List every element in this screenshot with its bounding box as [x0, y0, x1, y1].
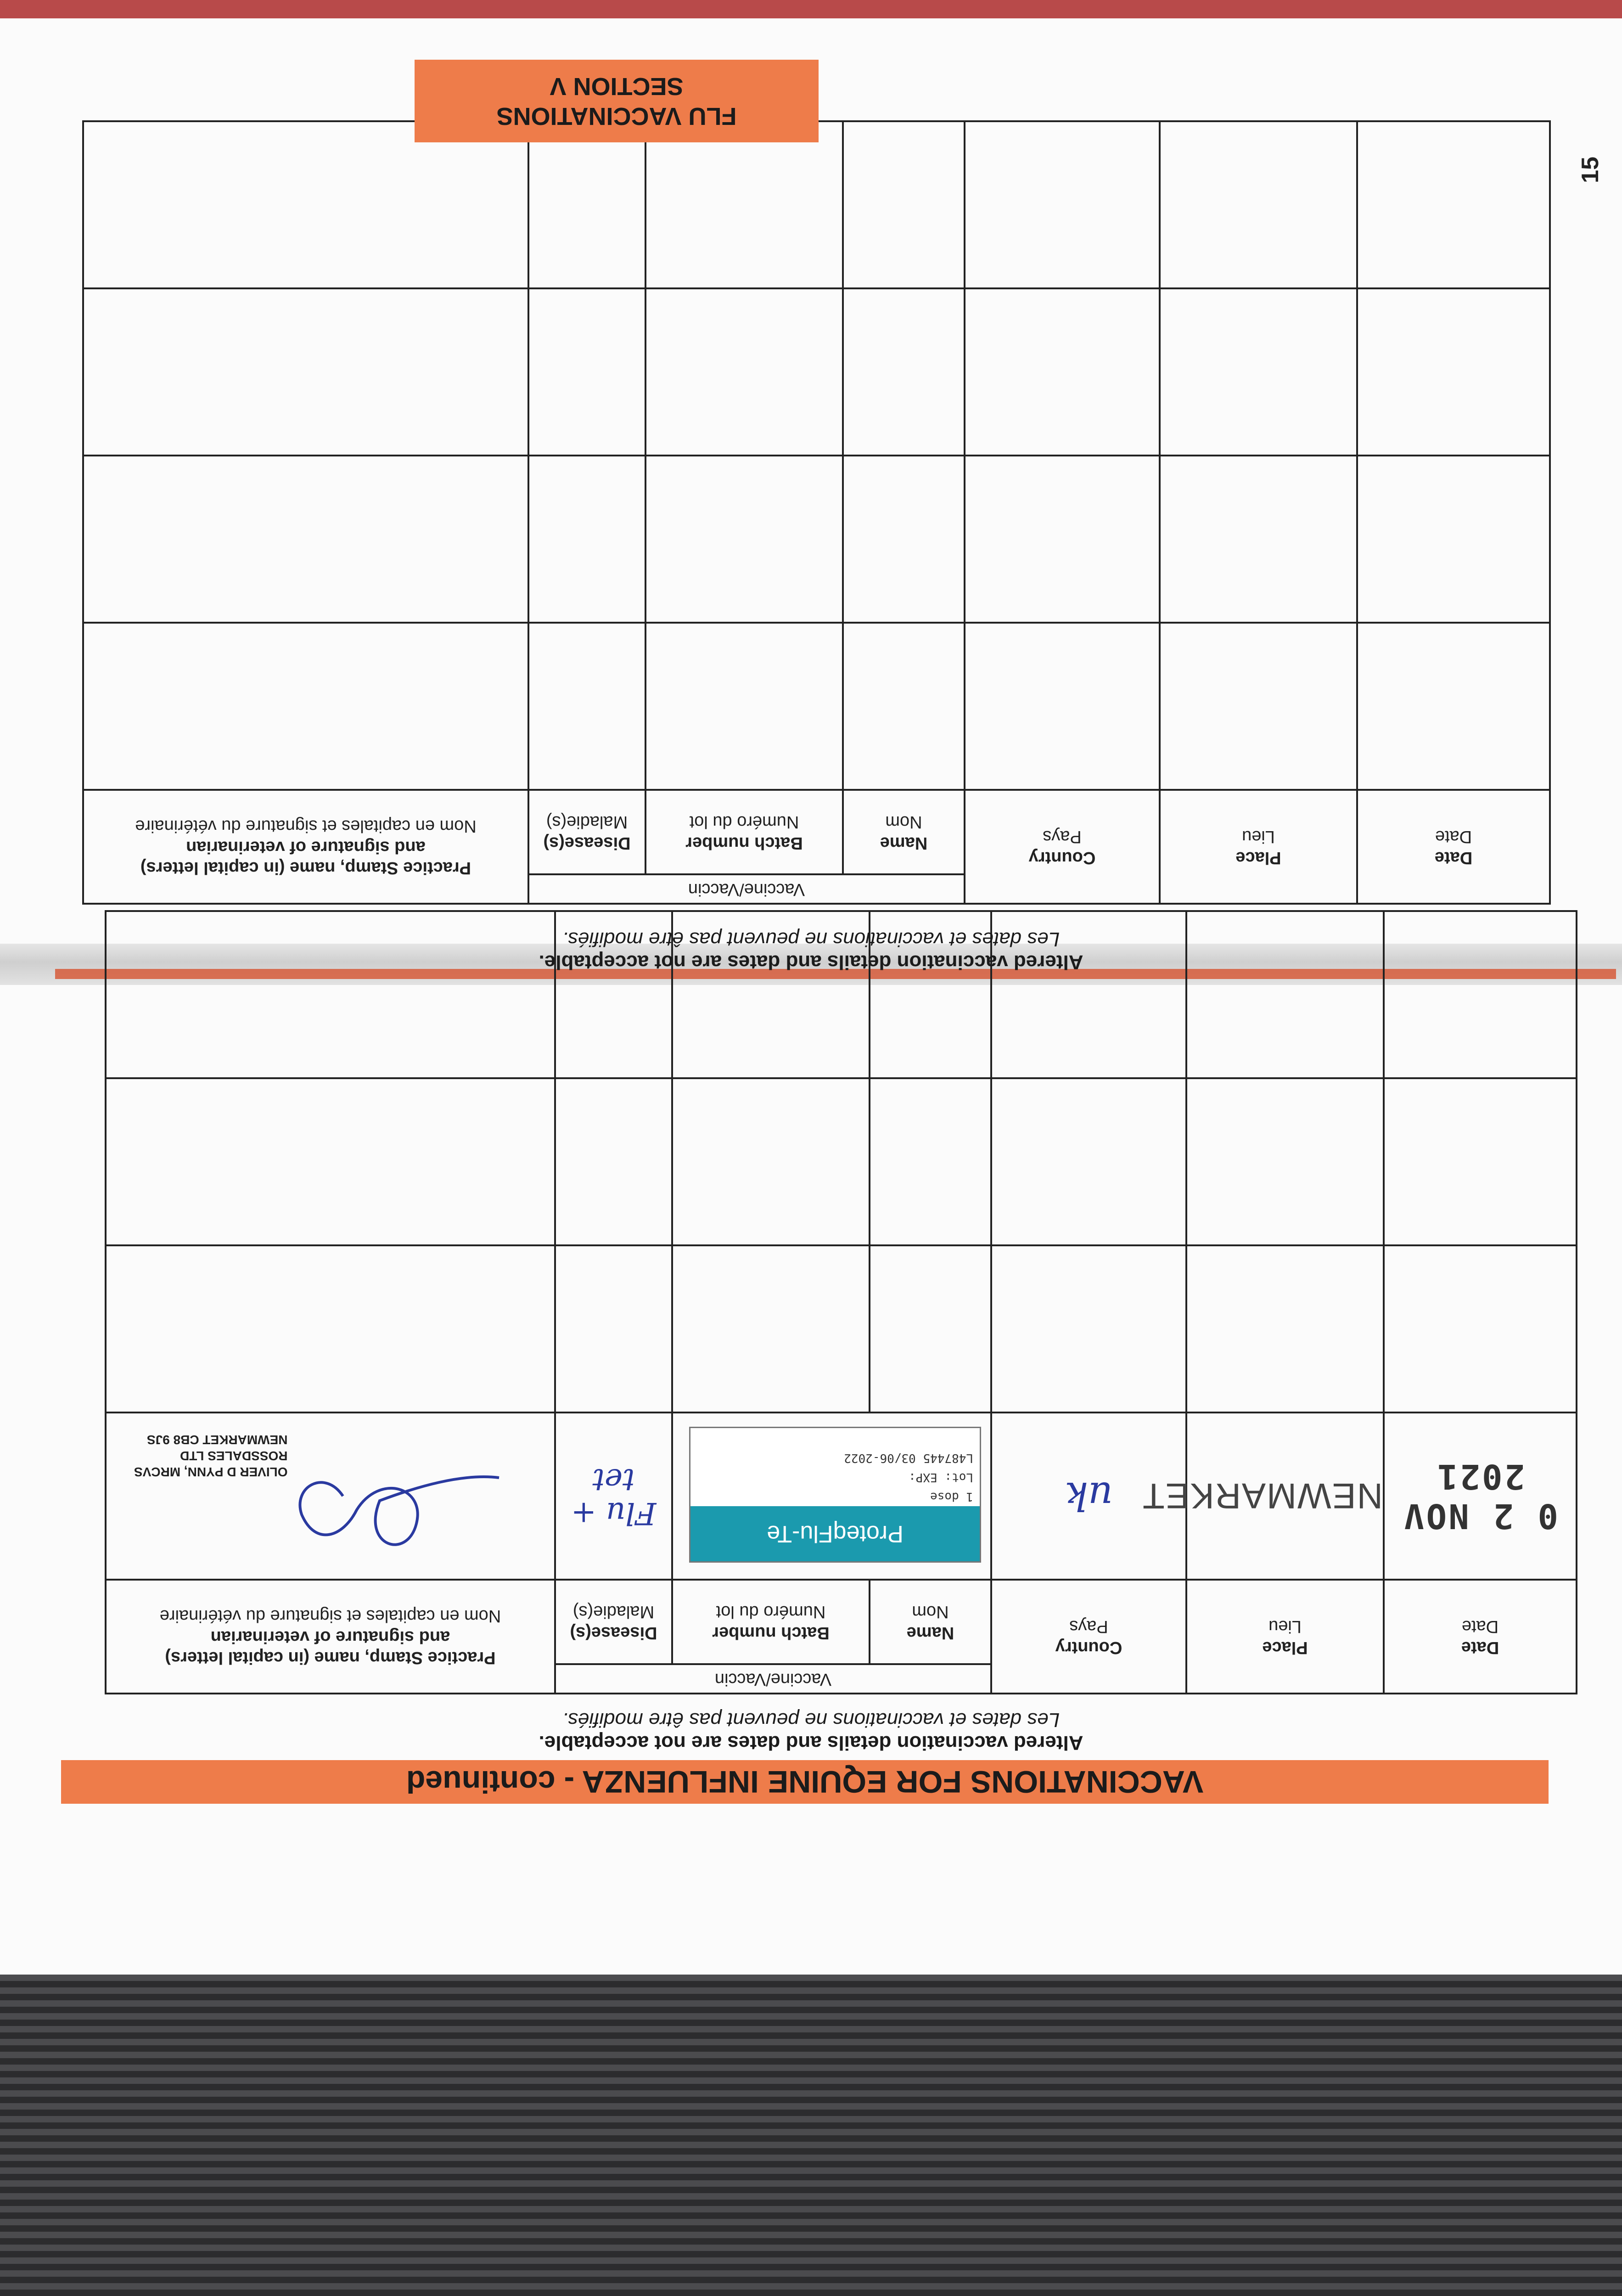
entry-disease: Flu + tet — [555, 1412, 672, 1580]
entry-country: uk — [991, 1412, 1186, 1580]
veterinarian-signature — [260, 1455, 517, 1565]
header-vaccine: Vaccine/Vaccin — [555, 1664, 991, 1694]
upper-page-note: Altered vaccination details and dates are not acceptable. Les dates et vaccinations ne peuvent pas être modifiés. — [539, 928, 1083, 974]
table-row — [83, 288, 1550, 456]
header-disease: Disease(s) Maladie(s) — [528, 790, 645, 874]
header-country: Country Pays — [991, 1580, 1186, 1694]
entry-vaccine-label — [672, 1412, 991, 1580]
entry-place: NEWMARKET — [1186, 1412, 1384, 1580]
entry-date: 0 2 NOV 2021 — [1384, 1412, 1577, 1580]
header-date: Date Date — [1357, 790, 1550, 904]
page-number: 15 — [1577, 157, 1604, 183]
upper-page-banner: FLU VACCINATIONS SECTION V — [415, 60, 819, 142]
entry-practice — [106, 1412, 555, 1580]
header-batch: Batch number Numéro du lot — [645, 790, 843, 874]
header-practice: Practice Stamp, name (in capital letters) and signature of veterinarian Nom en capitales et signature du vétérinaire — [106, 1580, 555, 1694]
vaccine-brand: ProteqFlu-Te — [690, 1506, 980, 1561]
table-row — [106, 1078, 1577, 1245]
header-batch: Batch number Numéro du lot — [672, 1580, 870, 1664]
practice-stamp: OLIVER D PYNN, MRCVS ROSSDALES LTD NEWMARKET CB8 9JS — [134, 1433, 288, 1479]
table-row — [83, 121, 1550, 288]
header-name: Name Nom — [870, 1580, 991, 1664]
header-disease: Disease(s) Maladie(s) — [555, 1580, 672, 1664]
table-row — [83, 623, 1550, 790]
vaccine-sticker: ProteqFlu-Te 1 dose Lot: EXP: L487445 03/06-2022 — [689, 1427, 981, 1563]
table-row — [106, 1412, 1577, 1580]
lower-page-banner: VACCINATIONS FOR EQUINE INFLUENZA - continued — [61, 1760, 1549, 1804]
header-practice: Practice Stamp, name (in capital letters) and signature of veterinarian Nom en capitales et signature du vétérinaire — [83, 790, 528, 904]
table-row — [83, 456, 1550, 623]
lower-page-note: Altered vaccination details and dates are not acceptable. Les dates et vaccinations ne peuvent pas être modifiés. — [539, 1709, 1083, 1754]
header-place: Place Lieu — [1160, 790, 1357, 904]
header-name: Name Nom — [843, 790, 965, 874]
upper-vaccination-table — [82, 120, 1551, 905]
table-row — [106, 1245, 1577, 1412]
header-place: Place Lieu — [1186, 1580, 1384, 1694]
header-country: Country Pays — [965, 790, 1160, 904]
batch-number: L487445 03/06-2022 — [844, 1451, 973, 1465]
header-date: Date Date — [1384, 1580, 1577, 1694]
lower-vaccination-table — [105, 910, 1577, 1694]
header-vaccine: Vaccine/Vaccin — [528, 874, 965, 904]
